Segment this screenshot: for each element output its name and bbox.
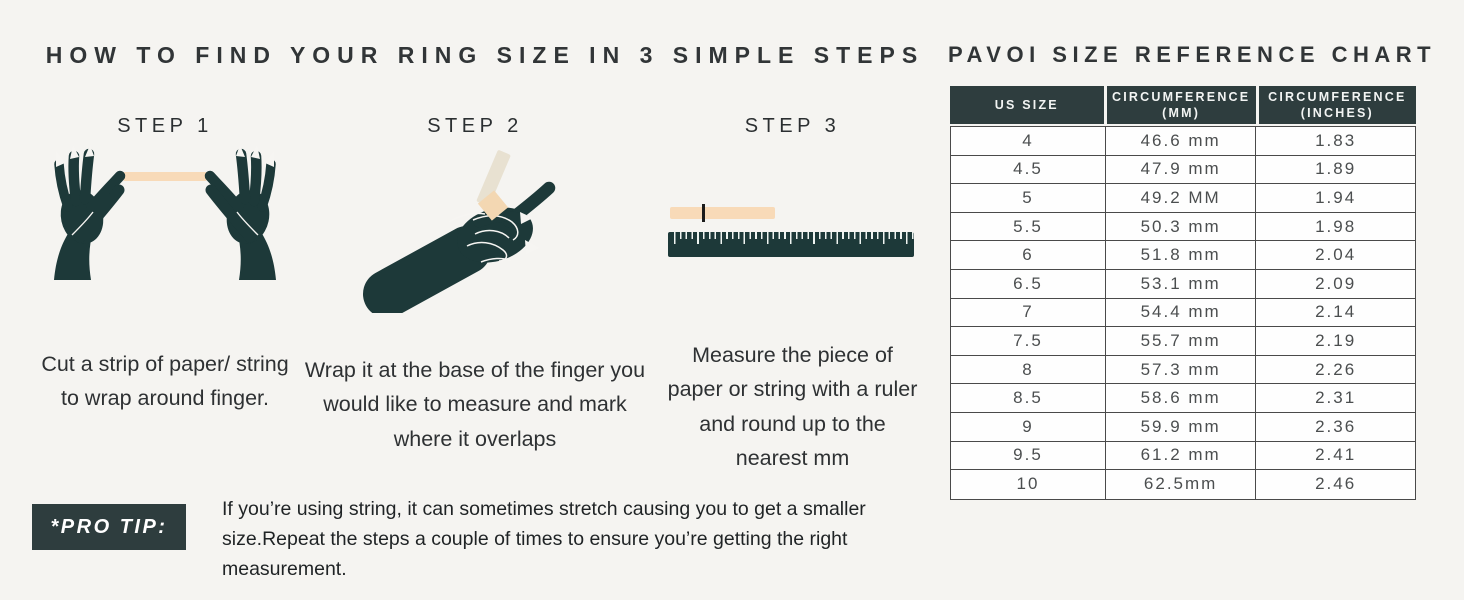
mm-cell: 57.3 mm xyxy=(1106,356,1256,384)
mm-cell: 54.4 mm xyxy=(1106,299,1256,327)
step-3-column xyxy=(650,105,935,545)
table-row xyxy=(951,327,1415,356)
mm-cell: 55.7 mm xyxy=(1106,327,1256,355)
mm-cell: 61.2 mm xyxy=(1106,442,1256,470)
mm-cell: 53.1 mm xyxy=(1106,270,1256,298)
inches-cell: 2.41 xyxy=(1315,445,1357,465)
header-us-size: US SIZE xyxy=(950,86,1104,124)
mm-cell: 58.6 mm xyxy=(1106,384,1256,412)
us-size-cell: 4.5 xyxy=(951,156,1106,184)
us-size-cell: 8 xyxy=(951,356,1106,384)
table-row xyxy=(951,213,1415,242)
us-size-cell: 8.5 xyxy=(951,384,1106,412)
table-row xyxy=(951,442,1415,471)
mm-cell: 51.8 mm xyxy=(1106,241,1256,269)
step-2-label: STEP 2 xyxy=(427,115,523,137)
step-1-column xyxy=(20,105,310,545)
ruler-icon xyxy=(668,232,914,257)
hands-holding-paper-strip-illustration xyxy=(20,145,310,280)
table-row xyxy=(951,184,1415,213)
table-row xyxy=(951,156,1415,185)
size-reference-table xyxy=(950,86,1416,500)
us-size-cell: 10 xyxy=(951,470,1106,499)
pen-mark-shape xyxy=(702,204,705,222)
step-3-description: Measure the piece of paper or string with a ruler and round up to the nearest mm xyxy=(667,343,918,471)
mm-cell: 62.5mm xyxy=(1106,470,1256,499)
us-size-cell: 7.5 xyxy=(951,327,1106,355)
inches-cell: 1.98 xyxy=(1315,216,1357,236)
inches-cell: 2.46 xyxy=(1315,474,1357,494)
inches-cell: 1.89 xyxy=(1315,159,1357,179)
mm-cell: 46.6 mm xyxy=(1106,127,1256,155)
pro-tip-text: If you’re using string, it can sometimes stretch causing you to get a smaller size.Repeat the steps a couple of times to ensure you’re getting the right measurement. xyxy=(222,498,866,581)
inches-cell: 2.09 xyxy=(1315,273,1357,293)
table-row xyxy=(951,384,1415,413)
table-row xyxy=(951,241,1415,270)
us-size-cell: 4 xyxy=(951,127,1106,155)
us-size-cell: 6.5 xyxy=(951,270,1106,298)
hand-with-strip-icon xyxy=(355,148,595,313)
step-2-column xyxy=(304,105,646,545)
inches-cell: 2.36 xyxy=(1315,416,1357,436)
table-row xyxy=(951,356,1415,385)
us-size-cell: 7 xyxy=(951,299,1106,327)
hand-with-strip-wrapped-on-finger-illustration xyxy=(330,148,620,313)
mm-cell: 59.9 mm xyxy=(1106,413,1256,441)
table-row xyxy=(951,299,1415,328)
inches-cell: 2.14 xyxy=(1315,302,1357,322)
table-body xyxy=(950,126,1416,500)
us-size-cell: 9 xyxy=(951,413,1106,441)
us-size-cell: 9.5 xyxy=(951,442,1106,470)
mm-cell: 50.3 mm xyxy=(1106,213,1256,241)
inches-cell: 2.26 xyxy=(1315,359,1357,379)
table-row xyxy=(951,270,1415,299)
table-row xyxy=(951,413,1415,442)
inches-cell: 2.31 xyxy=(1315,388,1357,408)
mm-cell: 47.9 mm xyxy=(1106,156,1256,184)
inches-cell: 2.04 xyxy=(1315,245,1357,265)
us-size-cell: 5 xyxy=(951,184,1106,212)
header-circumference-inches: CIRCUMFERENCE (INCHES) xyxy=(1259,86,1416,124)
step-3-label: STEP 3 xyxy=(744,115,841,137)
step-1-label: STEP 1 xyxy=(117,115,213,137)
inches-cell: 1.94 xyxy=(1315,187,1357,207)
step-1-description: Cut a strip of paper/ string to wrap around finger. xyxy=(41,352,289,411)
inches-cell: 1.83 xyxy=(1315,130,1357,150)
us-size-cell: 6 xyxy=(951,241,1106,269)
ruler-measuring-strip-illustration xyxy=(650,148,935,278)
us-size-cell: 5.5 xyxy=(951,213,1106,241)
inches-cell: 2.19 xyxy=(1315,330,1357,350)
pro-tip-badge xyxy=(32,504,186,550)
pro-tip-label: *PRO TIP: xyxy=(50,515,168,538)
table-header-row xyxy=(950,86,1416,124)
mm-cell: 49.2 MM xyxy=(1106,184,1256,212)
table-row xyxy=(951,470,1415,499)
size-chart-title: PAVOI SIZE REFERENCE CHART xyxy=(948,42,1437,67)
hands-holding-paper-strip-icon xyxy=(30,145,300,280)
how-to-title: HOW TO FIND YOUR RING SIZE IN 3 SIMPLE STEPS xyxy=(45,42,925,68)
header-circumference-mm: CIRCUMFERENCE (MM) xyxy=(1107,86,1256,124)
step-2-description: Wrap it at the base of the finger you would like to measure and mark where it overlaps xyxy=(304,358,646,451)
paper-strip-shape xyxy=(670,207,775,219)
table-row xyxy=(951,127,1415,156)
